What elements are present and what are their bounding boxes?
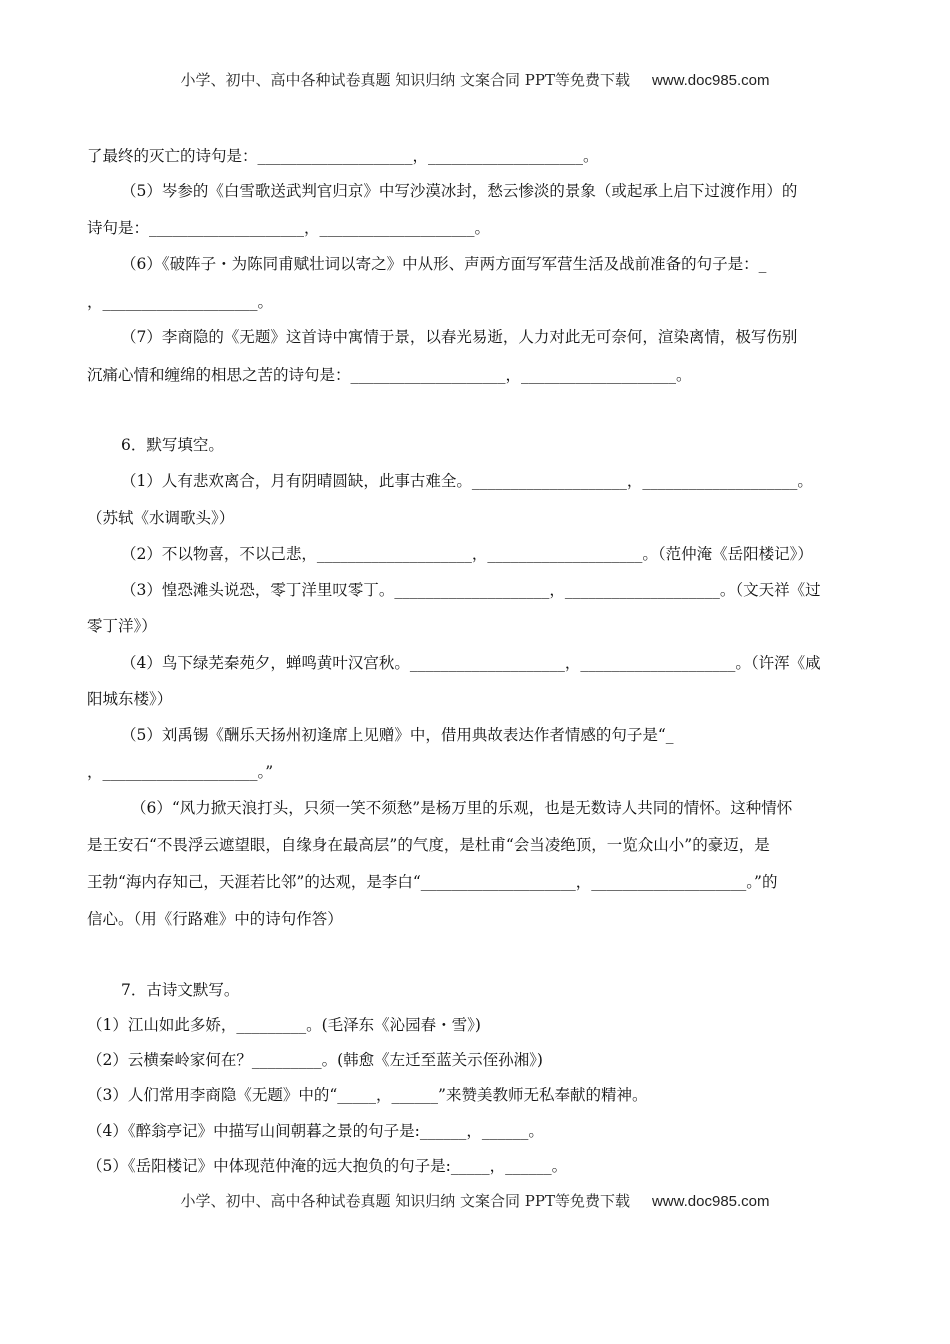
text-line-16: （5）刘禹锡《酬乐天扬州初逢席上见赠》中，借用典故表达作者情感的句子是“_	[121, 726, 674, 744]
text-line-27: （5）《岳阳楼记》中体现范仲淹的远大抱负的句子是:_____，______。	[87, 1157, 568, 1175]
text-line-24: （2）云横秦岭家何在？_________。(韩愈《左迁至蓝关示侄孙湘》)	[87, 1051, 543, 1069]
text-line-15: 阳城东楼》）	[87, 690, 173, 708]
page-footer	[0, 1190, 950, 1211]
footer-site: www.doc985.com	[651, 1193, 770, 1210]
text-line-18: （6）“风力掀天浪打头，只须一笑不须愁”是杨万里的乐观，也是无数诗人共同的情怀。这种情怀	[131, 799, 793, 817]
text-line-6: （7）李商隐的《无题》这首诗中寓情于景，以春光易逝，人力对此无可奈何，渲染离情，极写伤别	[121, 328, 798, 346]
text-line-19: 是王安石“不畏浮云遮望眼，自缘身在最高层”的气度，是杜甫“会当凌绝顶，一览众山小”的豪迈，是	[87, 836, 770, 854]
text-line-12: （3）惶恐滩头说恐，零丁洋里叹零丁。____________________，____________________。（文天祥《过	[121, 581, 821, 599]
text-line-13: 零丁洋》）	[87, 617, 157, 635]
text-line-9: （1）人有悲欢离合，月有阴晴圆缺，此事古难全。____________________，____________________。	[121, 472, 813, 490]
header-site: www.doc985.com	[651, 72, 770, 89]
text-line-11: （2）不以物喜，不以己悲，____________________，____________________。（范仲淹《岳阳楼记》）	[121, 545, 813, 563]
text-line-20: 王勃“海内存知己，天涯若比邻”的达观，是李白“____________________，____________________。”的	[87, 873, 778, 891]
question-7-title: 7．古诗文默写。	[121, 981, 240, 999]
text-line-10: （苏轼《水调歌头》）	[87, 509, 235, 527]
page-header	[0, 69, 950, 90]
footer-text: 小学、初中、高中各种试卷真题 知识归纳 文案合同 PPT等免费下载	[180, 1192, 630, 1210]
text-line-14: （4）鸟下绿芜秦苑夕，蝉鸣黄叶汉宫秋。____________________，____________________。（许浑《咸	[121, 654, 821, 672]
text-line-26: （4）《醉翁亭记》中描写山间朝暮之景的句子是:______，______。	[87, 1122, 544, 1140]
text-line-25: （3）人们常用李商隐《无题》中的“_____，______”来赞美教师无私奉献的精神。	[87, 1086, 648, 1104]
text-line-1: 了最终的灭亡的诗句是：____________________，____________________。	[87, 147, 599, 165]
header-text: 小学、初中、高中各种试卷真题 知识归纳 文案合同 PPT等免费下载	[180, 71, 630, 89]
text-line-5: ，____________________。	[87, 293, 274, 311]
text-line-17: ，____________________。”	[87, 763, 274, 781]
text-line-7: 沉痛心情和缠绵的相思之苦的诗句是：____________________，____________________。	[87, 366, 692, 384]
text-line-3: 诗句是：____________________，____________________。	[87, 219, 491, 237]
text-line-2: （5）岑参的《白雪歌送武判官归京》中写沙漠冰封，愁云惨淡的景象（或起承上启下过渡作用）的	[121, 182, 798, 200]
question-6-title: 6．默写填空。	[121, 436, 224, 454]
text-line-23: （1）江山如此多娇，_________。(毛泽东《沁园春・雪》)	[87, 1016, 481, 1034]
text-line-4: （6）《破阵子・为陈同甫赋壮词以寄之》中从形、声两方面写军营生活及战前准备的句子是：_	[121, 255, 767, 273]
text-line-21: 信心。（用《行路难》中的诗句作答）	[87, 910, 343, 928]
